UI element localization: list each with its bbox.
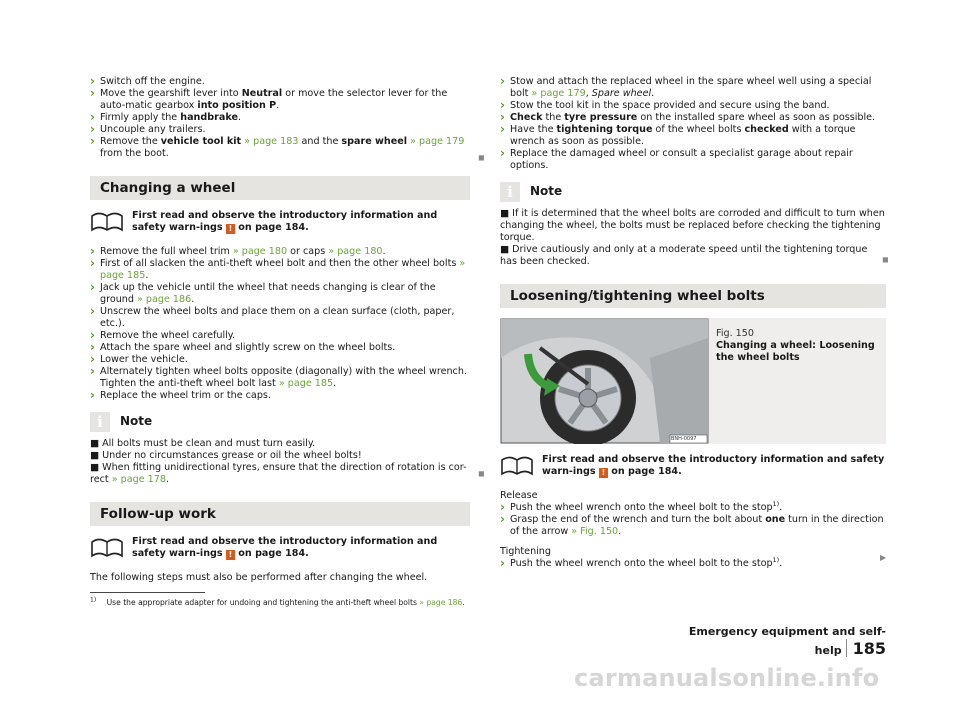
instruction-step: › Push the wheel wrench onto the wheel bolt to the stop$^{1)}$. bbox=[500, 502, 886, 514]
read-first-text: First read and observe the introductory information and safety warn-ings ! on page 184. bbox=[132, 210, 438, 233]
instruction-step: › Remove the full wheel trim » page 180 or caps » page 180. bbox=[90, 246, 470, 258]
page-reference-link[interactable]: » page 178 bbox=[111, 474, 166, 485]
bold-text: Neutral bbox=[241, 88, 283, 99]
section-heading-changing-wheel: Changing a wheel bbox=[90, 176, 470, 200]
tightening-steps bbox=[500, 555, 886, 570]
section-heading-follow-up: Follow-up work bbox=[90, 502, 470, 526]
instruction-step: › Jack up the vehicle until the wheel that needs changing is clear of the ground » page 186. bbox=[90, 282, 470, 306]
bold-text: Check bbox=[510, 112, 543, 123]
figure-title: Changing a wheel: Loosening the wheel bolts bbox=[716, 340, 875, 363]
read-first-notice bbox=[90, 536, 470, 560]
page-reference-link[interactable]: » page 179 bbox=[531, 88, 586, 99]
note-item: ■ All bolts must be clean and must turn easily. bbox=[90, 438, 316, 449]
page-reference-link[interactable]: » page 185 bbox=[278, 378, 334, 389]
bold-text: vehicle tool kit bbox=[160, 136, 242, 147]
changing-wheel-steps bbox=[90, 246, 470, 402]
footer-divider bbox=[846, 639, 847, 657]
info-icon bbox=[90, 412, 110, 432]
open-book-icon bbox=[500, 454, 534, 476]
watermark: carmanualsonline.info bbox=[574, 664, 880, 692]
instruction-step: › Firmly apply the handbrake. bbox=[90, 112, 470, 124]
warning-icon: ! bbox=[226, 550, 235, 560]
instruction-step: › Lower the vehicle. bbox=[90, 354, 470, 366]
bold-text: into position P bbox=[197, 100, 277, 111]
footnote-ref: 1) bbox=[772, 555, 780, 564]
instruction-step: › First of all slacken the anti-theft wheel bolt and then the other wheel bolts » page 185. bbox=[90, 258, 470, 282]
page-reference-link[interactable]: » page 183 bbox=[244, 136, 299, 147]
instruction-step: › Check the tyre pressure on the installed spare wheel as soon as possible. bbox=[500, 112, 886, 124]
italic-text: Spare wheel bbox=[591, 88, 652, 99]
footnote-end: . bbox=[462, 598, 465, 607]
figure-150 bbox=[500, 318, 886, 444]
figure-number: Fig. 150 bbox=[716, 328, 754, 339]
instruction-step: › Remove the vehicle tool kit » page 183 and the spare wheel » page 179 from the boot. bbox=[90, 136, 470, 160]
instruction-step: › Grasp the end of the wrench and turn the bolt about one turn in the direction of the arrow » Fig. 150. bbox=[500, 514, 886, 538]
note-header bbox=[90, 412, 470, 432]
instruction-step: › Switch off the engine. bbox=[90, 76, 470, 88]
warning-icon: ! bbox=[226, 224, 235, 234]
stow-steps bbox=[500, 76, 886, 172]
page-reference-link[interactable]: » page 185 bbox=[100, 258, 466, 281]
instruction-step: › Stow and attach the replaced wheel in the spare wheel well using a special bolt » page 179, Spare wheel. bbox=[500, 76, 886, 100]
footnote-marker: 1) bbox=[90, 596, 97, 604]
end-of-section-icon: ◼ bbox=[478, 469, 485, 478]
instruction-step: › Unscrew the wheel bolts and place them on a clean surface (cloth, paper, etc.). bbox=[90, 306, 470, 330]
read-first-text: First read and observe the introductory information and safety warn-ings ! on page 184. bbox=[132, 536, 438, 559]
note-title: Note bbox=[120, 414, 153, 428]
info-icon bbox=[500, 182, 520, 202]
note-items bbox=[90, 438, 470, 486]
note-items bbox=[500, 208, 886, 268]
left-column bbox=[90, 76, 485, 584]
page-reference-link[interactable]: » Fig. 150 bbox=[571, 526, 619, 537]
right-column bbox=[500, 76, 889, 570]
release-steps bbox=[500, 499, 886, 538]
open-book-icon bbox=[90, 536, 124, 558]
wheel-wrench-illustration bbox=[500, 318, 709, 444]
footnote-ref: 1) bbox=[772, 499, 780, 508]
instruction-step: › Alternately tighten wheel bolts opposite (diagonally) with the wheel wrench. Tighten the anti-theft wheel bolt last » page 185. bbox=[90, 366, 470, 390]
instruction-step: › Have the tightening torque of the wheel bolts checked with a torque wrench as soon as possible. bbox=[500, 124, 886, 148]
end-of-section-icon: ◼ bbox=[882, 255, 889, 264]
bold-text: checked bbox=[744, 124, 789, 135]
open-book-icon bbox=[90, 210, 124, 232]
read-first-notice bbox=[500, 454, 886, 478]
instruction-step: › Uncouple any trailers. bbox=[90, 124, 470, 136]
instruction-step: › Stow the tool kit in the space provided and secure using the band. bbox=[500, 100, 886, 112]
note-item: ■ When fitting unidirectional tyres, ensure that the direction of rotation is cor-rect » page 178. bbox=[90, 462, 467, 485]
continued-arrow-icon: ▶ bbox=[880, 553, 887, 562]
instruction-step: › Replace the wheel trim or the caps. bbox=[90, 390, 470, 402]
page-footer bbox=[676, 626, 886, 658]
note-title: Note bbox=[530, 184, 563, 198]
follow-up-paragraph: The following steps must also be performed after changing the wheel. bbox=[90, 572, 428, 583]
read-first-text: First read and observe the introductory information and safety warn-ings ! on page 184. bbox=[542, 454, 885, 477]
figure-image-code: BNH-0097 bbox=[671, 436, 697, 442]
instruction-step: › Push the wheel wrench onto the wheel bolt to the stop$^{1)}$. bbox=[500, 558, 886, 570]
section-heading-loosening-bolts: Loosening/tightening wheel bolts bbox=[500, 284, 886, 308]
bold-text: spare wheel bbox=[341, 136, 408, 147]
warning-icon: ! bbox=[599, 468, 608, 478]
tightening-label: Tightening bbox=[500, 546, 551, 557]
note-item: ■ Under no circumstances grease or oil the wheel bolts! bbox=[90, 450, 362, 461]
instruction-step: › Move the gearshift lever into Neutral or move the selector lever for the auto-matic gearbox into position P. bbox=[90, 88, 470, 112]
bold-text: tightening torque bbox=[556, 124, 653, 135]
end-of-section-icon: ◼ bbox=[478, 153, 485, 162]
footnote-link[interactable]: » page 186 bbox=[419, 598, 463, 607]
page-reference-link[interactable]: » page 179 bbox=[410, 136, 465, 147]
instruction-step: › Remove the wheel carefully. bbox=[90, 330, 470, 342]
figure-caption bbox=[716, 328, 876, 364]
instruction-step: › Replace the damaged wheel or consult a specialist garage about repair options. bbox=[500, 148, 886, 172]
bold-text: one bbox=[765, 514, 786, 525]
footer-section-title: Emergency equipment and self-help bbox=[688, 625, 886, 657]
note-item: ■ If it is determined that the wheel bolts are corroded and difficult to turn when changing the wheel, the bolts must be replaced before checking the tightening torque. bbox=[500, 208, 885, 243]
release-label: Release bbox=[500, 490, 538, 501]
page-number: 185 bbox=[852, 639, 886, 658]
bold-text: handbrake bbox=[180, 112, 238, 123]
footnote-text: Use the appropriate adapter for undoing and tightening the anti-theft wheel bolts bbox=[106, 598, 420, 607]
note-header bbox=[500, 182, 886, 202]
intro-steps bbox=[90, 76, 470, 160]
footnote-rule bbox=[90, 592, 205, 593]
instruction-step: › Attach the spare wheel and slightly screw on the wheel bolts. bbox=[90, 342, 470, 354]
read-first-notice bbox=[90, 210, 470, 234]
footnote bbox=[90, 598, 465, 608]
bold-text: tyre pressure bbox=[564, 112, 638, 123]
page-reference-link[interactable]: » page 180 bbox=[328, 246, 383, 257]
note-item: ■ Drive cautiously and only at a moderate speed until the tightening torque has been checked. bbox=[500, 244, 868, 267]
page-reference-link[interactable]: » page 180 bbox=[232, 246, 288, 257]
page-reference-link[interactable]: » page 186 bbox=[137, 294, 192, 305]
